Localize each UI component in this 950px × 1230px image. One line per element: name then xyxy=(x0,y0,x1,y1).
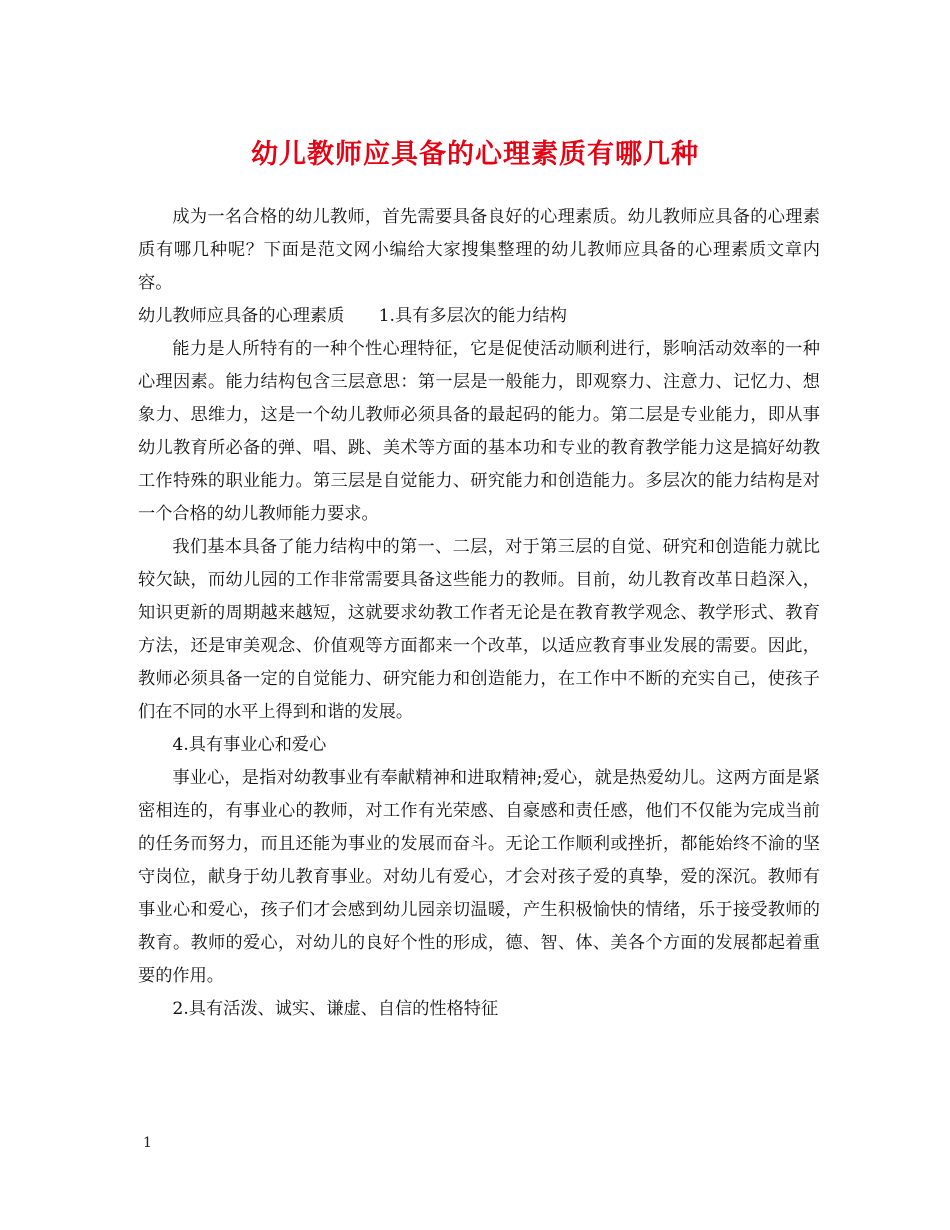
document-body xyxy=(138,201,820,1026)
section-heading-line: 幼儿教师应具备的心理素质 1.具有多层次的能力结构 xyxy=(138,306,567,326)
intro-paragraph: 成为一名合格的幼儿教师，首先需要具备良好的心理素质。幼儿教师应具备的心理素质有哪几种呢？下面是范文网小编给大家搜集整理的幼儿教师应具备的心理素质文章内容。 xyxy=(138,207,820,293)
career-paragraph: 事业心，是指对幼教事业有奉献精神和进取精神;爱心，就是热爱幼儿。这两方面是紧密相连的，有事业心的教师，对工作有光荣感、自豪感和责任感，他们不仅能为完成当前的任务而努力，而且还能为事业的发展而奋斗。无论工作顺利或挫折，都能始终不渝的坚守岗位，献身于幼儿教育事业。对幼儿有爱心，才会对孩子爱的真挚，爱的深沉。教师有事业心和爱心，孩子们才会感到幼儿园亲切温暖，产生积极愉快的情绪，乐于接受教师的教育。教师的爱心，对幼儿的良好个性的形成，德、智、体、美各个方面的发展都起着重要的作用。 xyxy=(138,768,820,986)
page-number: 1 xyxy=(143,1135,152,1151)
heading-personality: 2.具有活泼、诚实、谦虚、自信的性格特征 xyxy=(172,999,499,1019)
document-title: 幼儿教师应具备的心理素质有哪几种 xyxy=(251,139,699,170)
heading-career-love: 4.具有事业心和爱心 xyxy=(172,735,327,755)
reform-paragraph: 我们基本具备了能力结构中的第一、二层，对于第三层的自觉、研究和创造能力就比较欠缺，而幼儿园的工作非常需要具备这些能力的教师。目前，幼儿教育改革日趋深入，知识更新的周期越来越短，这就要求幼教工作者无论是在教育教学观念、教学形式、教育方法，还是审美观念、价值观等方面都来一个改革，以适应教育事业发展的需要。因此，教师必须具备一定的自觉能力、研究能力和创造能力，在工作中不断的充实自己，使孩子们在不同的水平上得到和谐的发展。 xyxy=(138,537,820,722)
ability-paragraph: 能力是人所特有的一种个性心理特征，它是促使活动顺利进行，影响活动效率的一种心理因素。能力结构包含三层意思：第一层是一般能力，即观察力、注意力、记忆力、想象力、思维力，这是一个幼儿教师必须具备的最起码的能力。第二层是专业能力，即从事幼儿教育所必备的弹、唱、跳、美术等方面的基本功和专业的教育教学能力这是搞好幼教工作特殊的职业能力。第三层是自觉能力、研究能力和创造能力。多层次的能力结构是对一个合格的幼儿教师能力要求。 xyxy=(138,339,820,524)
